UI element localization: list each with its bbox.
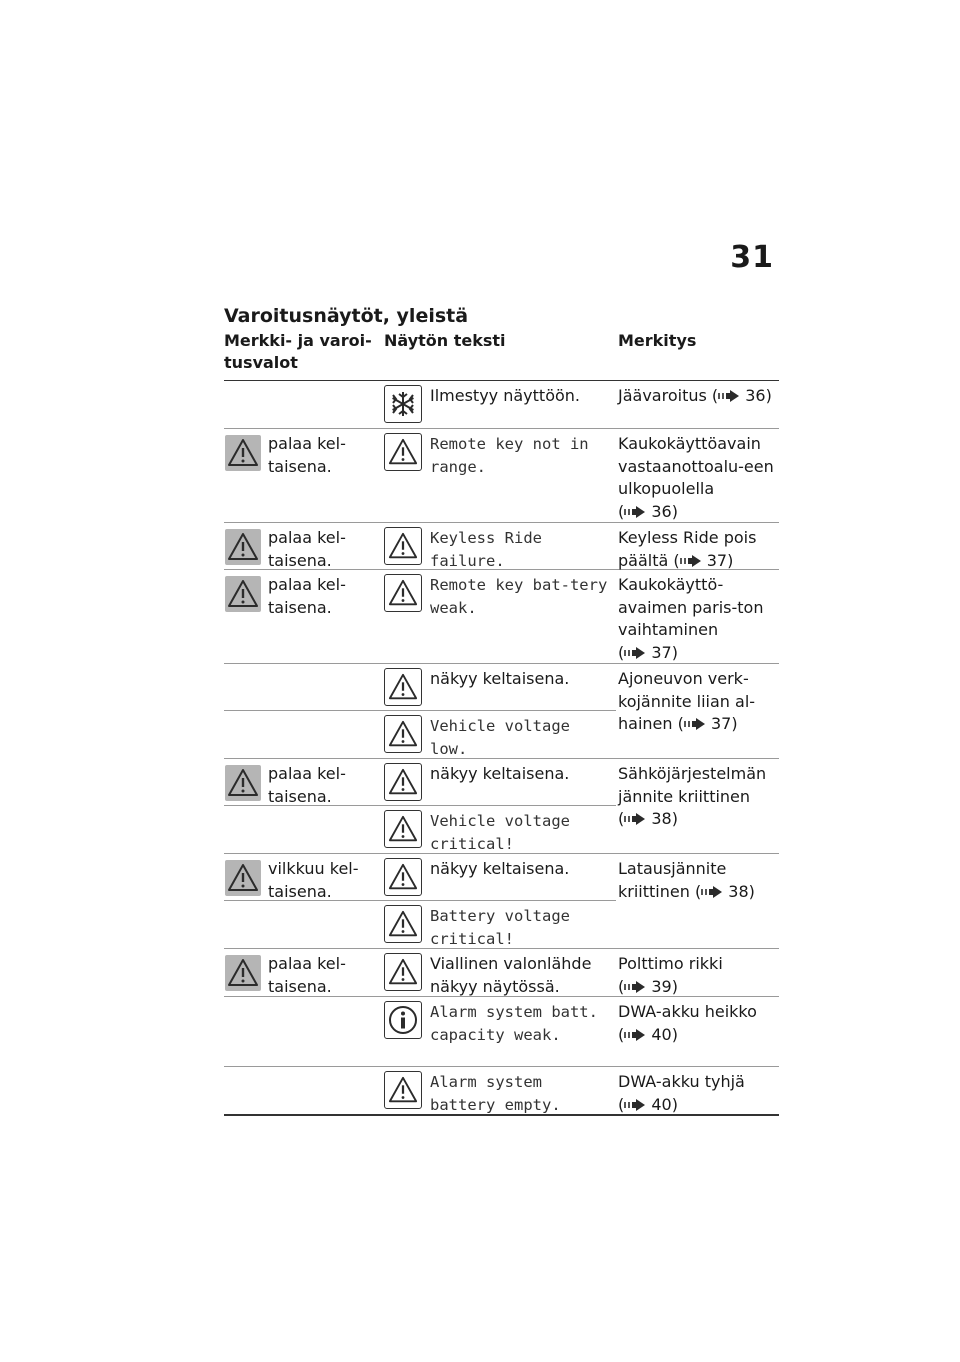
meaning-text: Polttimo rikki	[618, 954, 723, 973]
display-cell	[382, 997, 614, 1066]
display-cell	[382, 806, 614, 853]
reference-page: 38)	[728, 881, 755, 901]
lamp-cell	[224, 1067, 378, 1114]
meaning-cell	[618, 570, 779, 664]
table-row	[224, 759, 779, 828]
reference-page: 40)	[651, 1094, 678, 1114]
display-text: Viallinen valonlähde näkyy näytössä.	[430, 954, 592, 996]
reference-arrow-icon	[624, 502, 646, 521]
table-body	[224, 381, 779, 1116]
page-reference: ( 36)	[618, 501, 678, 521]
table-row	[224, 664, 779, 733]
lamp-status-text: palaa kel-taisena.	[268, 954, 346, 996]
warning-triangle-icon	[384, 574, 422, 612]
header-meaning: Merkitys	[618, 331, 697, 350]
display-cell	[382, 1067, 614, 1114]
meaning-text: Sähköjärjestelmän jännite kriittinen	[618, 764, 767, 806]
reference-page: 40)	[651, 1024, 678, 1044]
reference-page: 37)	[651, 642, 678, 662]
page-reference: ( 38)	[694, 881, 755, 901]
page-reference: ( 37)	[618, 642, 678, 662]
display-text: näkyy keltaisena.	[430, 859, 570, 878]
lamp-cell	[224, 711, 378, 758]
warning-triangle-icon	[384, 763, 422, 801]
warning-lamp-icon	[225, 529, 261, 565]
page-reference: ( 38)	[618, 809, 678, 828]
warning-triangle-icon	[384, 858, 422, 896]
header-display-text: Näytön teksti	[384, 331, 506, 350]
meaning-cell	[618, 429, 779, 523]
display-cell	[382, 901, 614, 948]
table-row	[224, 949, 779, 997]
display-text: Vehicle voltage critical!	[430, 812, 570, 853]
display-cell	[382, 570, 614, 663]
table-row	[224, 806, 779, 854]
reference-page: 36)	[651, 501, 678, 521]
display-text: Alarm system batt. capacity weak.	[430, 1003, 598, 1044]
table-row	[224, 854, 779, 901]
table-row	[224, 570, 779, 664]
lamp-status-text: palaa kel-taisena.	[268, 764, 346, 806]
warning-triangle-icon	[384, 527, 422, 565]
meaning-text: Ajoneuvon verk-kojännite liian al-hainen	[618, 669, 756, 733]
reference-arrow-icon	[624, 977, 646, 996]
meaning-text: DWA-akku tyhjä	[618, 1072, 745, 1091]
info-icon	[384, 1001, 422, 1039]
warning-triangle-icon	[384, 1071, 422, 1109]
lamp-cell	[224, 664, 378, 710]
table-row	[224, 901, 779, 949]
meaning-cell	[618, 1067, 779, 1116]
page-reference: ( 40)	[618, 1094, 678, 1114]
lamp-cell	[224, 901, 378, 948]
warning-lamp-icon	[225, 576, 261, 612]
display-text: Vehicle voltage low.	[430, 717, 570, 758]
meaning-text: Keyless Ride pois päältä	[618, 528, 757, 570]
lamp-status-text: palaa kel-taisena.	[268, 528, 346, 570]
warning-lamp-icon	[225, 765, 261, 801]
display-cell	[382, 854, 614, 900]
warning-triangle-icon	[384, 810, 422, 848]
meaning-text: Kaukokäyttö-avaimen paris-ton vaihtaminen	[618, 575, 764, 639]
display-text: Remote key bat-tery weak.	[430, 576, 608, 617]
lamp-cell	[224, 997, 378, 1066]
warning-triangle-icon	[384, 905, 422, 943]
table-row	[224, 997, 779, 1067]
page-reference: ( 36)	[711, 386, 772, 405]
page-number: 31	[730, 240, 774, 275]
page-reference: ( 40)	[618, 1024, 678, 1044]
reference-page: 38)	[651, 809, 678, 828]
meaning-text: Kaukokäyttöavain vastaanottoalu-een ulkopuolella	[618, 434, 774, 498]
table-row	[224, 1067, 779, 1116]
warning-table	[224, 330, 779, 1116]
reference-arrow-icon	[624, 643, 646, 662]
snowflake-icon	[384, 385, 422, 423]
table-header	[224, 330, 779, 381]
display-cell	[382, 759, 614, 805]
warning-triangle-icon	[384, 433, 422, 471]
warning-lamp-icon	[225, 435, 261, 471]
display-cell	[382, 381, 614, 428]
section-title: Varoitusnäytöt, yleistä	[224, 305, 469, 327]
display-text: Remote key not in range.	[430, 435, 589, 476]
lamp-cell	[224, 806, 378, 853]
header-lamps: Merkki- ja varoi-tusvalot	[224, 331, 372, 372]
lamp-cell	[224, 759, 378, 805]
reference-arrow-icon	[701, 882, 723, 901]
lamp-status-text: palaa kel-taisena.	[268, 434, 346, 476]
page-reference: ( 39)	[618, 976, 678, 996]
lamp-status-text: vilkkuu kel-taisena.	[268, 859, 359, 901]
meaning-cell	[618, 523, 779, 572]
page-reference: ( 37)	[677, 714, 738, 733]
reference-page: 36)	[745, 386, 772, 405]
display-text: Alarm system battery empty.	[430, 1073, 561, 1114]
warning-triangle-icon	[384, 715, 422, 753]
display-text: Battery voltage critical!	[430, 907, 570, 948]
lamp-cell	[224, 949, 378, 996]
meaning-cell	[618, 997, 779, 1046]
meaning-cell	[618, 381, 779, 408]
lamp-status-text: palaa kel-taisena.	[268, 575, 346, 617]
table-row	[224, 381, 779, 429]
table-row	[224, 711, 779, 759]
warning-triangle-icon	[384, 668, 422, 706]
reference-page: 37)	[706, 550, 734, 570]
lamp-cell	[224, 854, 378, 900]
display-cell	[382, 711, 614, 758]
display-cell	[382, 429, 614, 522]
display-cell	[382, 523, 614, 569]
reference-arrow-icon	[624, 1095, 646, 1114]
display-cell	[382, 949, 614, 996]
lamp-cell	[224, 429, 378, 522]
page-reference: ( 37)	[673, 550, 734, 570]
reference-page: 37)	[710, 714, 738, 733]
meaning-text: Jäävaroitus	[618, 386, 707, 405]
display-text: näkyy keltaisena.	[430, 764, 570, 783]
display-cell	[382, 664, 614, 710]
display-text: Ilmestyy näyttöön.	[430, 386, 580, 405]
meaning-text: Latausjännite kriittinen	[618, 859, 727, 901]
reference-arrow-icon	[718, 386, 740, 405]
meaning-cell	[618, 854, 779, 903]
warning-lamp-icon	[225, 860, 261, 896]
reference-arrow-icon	[624, 1025, 646, 1044]
lamp-cell	[224, 523, 378, 569]
table-row	[224, 523, 779, 570]
meaning-text: DWA-akku heikko	[618, 1002, 757, 1021]
display-text: näkyy keltaisena.	[430, 669, 570, 688]
meaning-cell	[618, 949, 779, 998]
table-row	[224, 429, 779, 523]
warning-lamp-icon	[225, 955, 261, 991]
lamp-cell	[224, 570, 378, 663]
lamp-cell	[224, 381, 378, 428]
warning-triangle-icon	[384, 953, 422, 991]
display-text: Keyless Ride failure.	[430, 529, 542, 570]
reference-page: 39)	[651, 976, 678, 996]
reference-arrow-icon	[680, 551, 702, 570]
